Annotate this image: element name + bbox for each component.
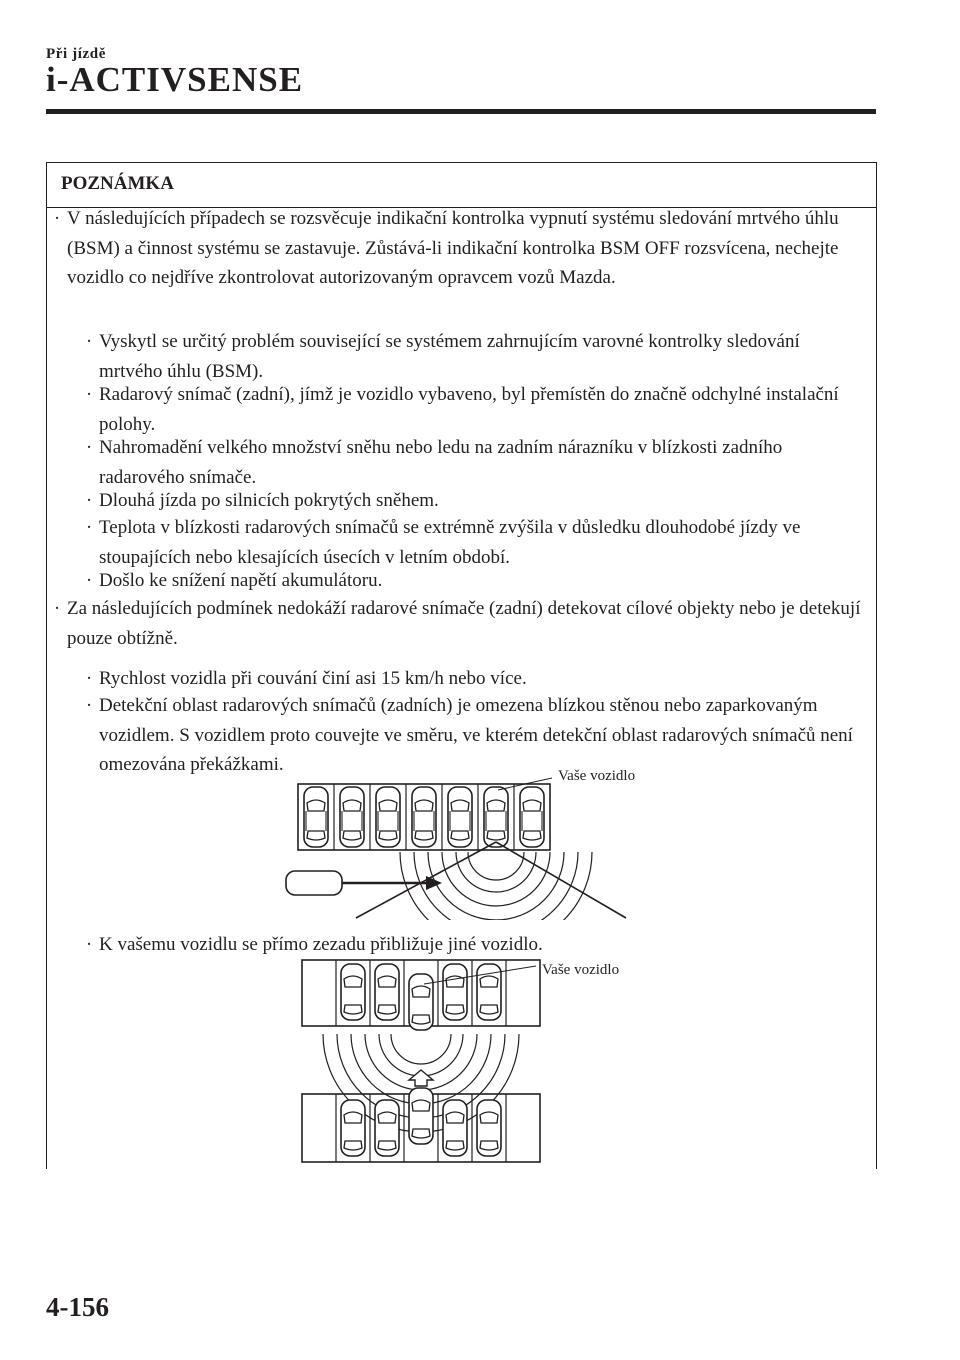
- note-subitem: [82, 691, 862, 780]
- note-subitem: [82, 566, 862, 596]
- bullet-icon: ·: [85, 668, 93, 689]
- note-subitem-text: Teplota v blízkosti radarových snímačů se extrémně zvýšila v důsledku dlouhodobé jízdy ve stoupajících nebo klesajících úsecích v letním období.: [99, 517, 801, 568]
- section-label: Při jízdě: [46, 46, 106, 62]
- bullet-icon: ·: [85, 695, 93, 716]
- bullet-icon: ·: [85, 490, 93, 511]
- note-subitem-text: Došlo ke snížení napětí akumulátoru.: [99, 570, 383, 591]
- page-number: 4-156: [46, 1292, 109, 1322]
- note-subitem: [82, 433, 862, 492]
- figure-side-approach: [270, 770, 670, 920]
- note-subitem: [82, 513, 862, 572]
- note-item: [50, 594, 865, 653]
- note-subitem-text: Radarový snímač (zadní), jímž je vozidlo vybaveno, byl přemístěn do značně odchylné instalační polohy.: [99, 384, 839, 435]
- bullet-icon: ·: [85, 331, 93, 352]
- note-subitem: [82, 380, 862, 439]
- title-rule: [46, 109, 876, 114]
- note-item-text: Za následujících podmínek nedokáží radarové snímače (zadní) detekovat cílové objekty nebo je detekují pouze obtížně.: [67, 598, 861, 649]
- figure-label-your-vehicle: Vaše vozidlo: [542, 962, 620, 978]
- figure-label-your-vehicle: Vaše vozidlo: [558, 768, 636, 784]
- note-subitem-text: Rychlost vozidla při couvání činí asi 15 km/h nebo více.: [99, 668, 527, 689]
- note-subitem-text: Detekční oblast radarových snímačů (zadních) je omezena blízkou stěnou nebo zaparkovaným vozidlem. S vozidlem proto couvejte ve směru, ve kterém detekční oblast radarových snímačů není omezována překážkami.: [99, 695, 853, 775]
- note-item: [50, 204, 865, 293]
- figure-rear-approach: [296, 956, 616, 1166]
- bullet-icon: ·: [85, 517, 93, 538]
- bullet-icon: ·: [85, 384, 93, 405]
- bullet-icon: ·: [53, 208, 61, 229]
- note-subitem: [82, 486, 862, 516]
- note-subitem-text: Nahromadění velkého množství sněhu nebo ledu na zadním nárazníku v blízkosti zadního radarového snímače.: [99, 437, 783, 488]
- note-subitem: [82, 327, 862, 386]
- bullet-icon: ·: [53, 598, 61, 619]
- note-subitem: [82, 664, 862, 694]
- bullet-icon: ·: [85, 934, 93, 955]
- note-subitem-text: Dlouhá jízda po silnicích pokrytých sněhem.: [99, 490, 439, 511]
- bullet-icon: ·: [85, 570, 93, 591]
- note-heading: POZNÁMKA: [47, 163, 876, 208]
- bullet-icon: ·: [85, 437, 93, 458]
- note-item-text: V následujících případech se rozsvěcuje indikační kontrolka vypnutí systému sledování mrtvého úhlu (BSM) a činnost systému se zastavuje. Zůstává-li indikační kontrolka BSM OFF rozsvícena, nechejte vozidlo co nejdříve zkontrolovat autorizovaným opravcem vozů Mazda.: [67, 208, 839, 288]
- note-subitem-text: Vyskytl se určitý problém související se systémem zahrnujícím varovné kontrolky sledování mrtvého úhlu (BSM).: [99, 331, 800, 382]
- page-title: i-ACTIVSENSE: [46, 60, 304, 99]
- note-subitem-text: K vašemu vozidlu se přímo zezadu přibližuje jiné vozidlo.: [99, 934, 543, 955]
